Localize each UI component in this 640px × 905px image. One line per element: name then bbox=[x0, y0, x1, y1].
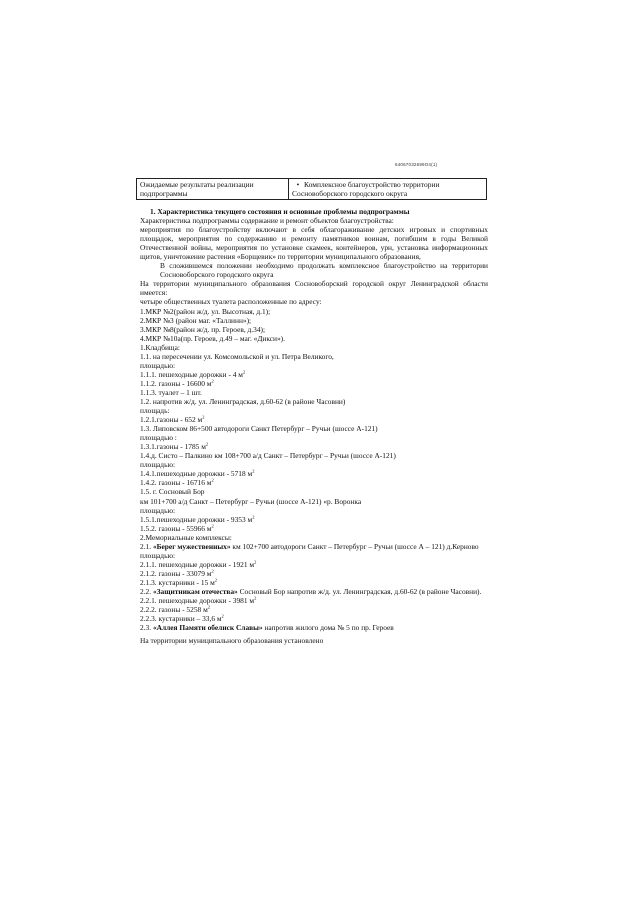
item-text: 1.1.1. пешеходные дорожки - 4 м bbox=[140, 369, 243, 379]
list-item bbox=[140, 614, 488, 623]
list-item bbox=[140, 596, 488, 605]
superscript: 2 bbox=[211, 568, 214, 574]
item-text: Сосновый Бор напротив ж/д. ул. Ленинградская, д.60-62 (в районе Часовни). bbox=[237, 586, 482, 596]
superscript: 2 bbox=[205, 441, 209, 447]
list-item bbox=[140, 560, 488, 569]
item-text: км 102+700 автодороги Санкт – Петербург – Ручьи (шоссе А – 121) д.Керново bbox=[230, 541, 479, 551]
list-item bbox=[140, 587, 488, 596]
item-text: 1.5.1.пешеходные дорожки - 9353 м bbox=[140, 514, 253, 524]
item-text: 2.1.2. газоны - 33079 м bbox=[140, 568, 212, 578]
list-item: площадью: bbox=[140, 460, 176, 470]
paragraph-line: На территории муниципального образования установлено bbox=[140, 636, 324, 646]
item-text: 2.2.1. пешеходные дорожки - 3981 м bbox=[140, 596, 255, 606]
memorial-name: «Берег мужественных» bbox=[152, 541, 231, 551]
item-text: 2.2. bbox=[140, 586, 153, 596]
list-item: 2.МКР №3 (район маг. «Таллинн»); bbox=[140, 315, 252, 325]
list-item bbox=[140, 379, 488, 388]
superscript: 2 bbox=[254, 559, 257, 565]
table-cell-value bbox=[289, 179, 487, 200]
list-item: км 101+700 а/д Санкт – Петербург – Ручьи (шоссе А-121) «р. Воронка bbox=[140, 496, 362, 506]
item-text: 2.1.3. кустарники - 15 м bbox=[140, 577, 215, 587]
goals-table bbox=[136, 178, 487, 200]
list-item bbox=[140, 442, 488, 451]
item-text: 2.2.3. кустарники – 33,6 м bbox=[140, 614, 222, 624]
list-item bbox=[140, 478, 488, 487]
list-item: 4.МКР №10а(пр. Героев, д.49 – маг. «Дикси»). bbox=[140, 333, 285, 343]
item-text: 1.4.1.пешеходные дорожки - 5718 м bbox=[140, 469, 253, 479]
item-text: 2.2.2. газоны - 5258 м bbox=[140, 605, 208, 615]
list-item bbox=[140, 623, 488, 632]
document-body bbox=[140, 207, 488, 645]
list-item: площадью : bbox=[140, 433, 177, 443]
list-item bbox=[140, 415, 488, 424]
superscript: 2 bbox=[254, 595, 257, 601]
list-item: 1.1.3. туалет – 1 шт. bbox=[140, 387, 202, 397]
list-item: 3.МКР №8(район ж/д. пр. Героев, д.34); bbox=[140, 324, 266, 334]
section-heading: 1. Характеристика текущего состояния и основные проблемы подпрограммы bbox=[150, 207, 410, 216]
paragraph-line: Характеристика подпрограммы содержание и ремонт объектов благоустройства: bbox=[140, 216, 394, 226]
list-item: площадью: bbox=[140, 550, 176, 560]
list-item: 1.МКР №2(район ж/д. ул. Высотная, д.1); bbox=[140, 306, 271, 316]
list-item: площадь: bbox=[140, 406, 170, 416]
superscript: 2 bbox=[211, 378, 214, 384]
item-text: 1.5.2. газоны - 55966 м bbox=[140, 523, 212, 533]
superscript: 2 bbox=[202, 414, 205, 420]
list-item bbox=[140, 515, 488, 524]
superscript: 2 bbox=[211, 477, 214, 483]
superscript: 2 bbox=[221, 613, 224, 619]
list-item bbox=[140, 605, 488, 614]
item-text: 1.3.1.газоны - 1785 м bbox=[140, 442, 206, 452]
list-item: площадью: bbox=[140, 505, 176, 515]
item-text: 1.1.2. газоны - 16600 м bbox=[140, 378, 212, 388]
list-item bbox=[140, 524, 488, 533]
memorial-name: «Защитникам отечества» bbox=[152, 586, 238, 596]
superscript: 2 bbox=[211, 523, 214, 529]
table-cell-label: Ожидаемые результаты реализации подпрограммы bbox=[137, 179, 289, 200]
item-text: 2.1. bbox=[140, 541, 153, 551]
page-code: 64067032699О4(1) bbox=[395, 162, 438, 167]
superscript: 2 bbox=[207, 604, 210, 610]
paragraph-line: четыре общественных туалета расположенные по адресу: bbox=[140, 297, 322, 307]
item-text: 1.2.1.газоны - 652 м bbox=[140, 415, 203, 425]
bullet-icon: • bbox=[296, 180, 300, 189]
list-heading: 1.Кладбища: bbox=[140, 342, 180, 352]
superscript: 2 bbox=[252, 468, 255, 474]
paragraph: В сложившемся положении необходимо продолжать комплексное благоустройство на территории Сосновоборского городского округа bbox=[160, 261, 488, 280]
list-item: 1.4.д. Систо – Палкино км 108+700 а/д Санкт – Петербург – Ручьи (шоссе А-121) bbox=[140, 451, 396, 461]
list-item bbox=[140, 578, 488, 587]
table-row bbox=[137, 179, 487, 200]
paragraph: мероприятия по благоустройству включают в себя облагораживание детских игровых и спортивных площадок, мероприятия по содержанию и ремонту памятников воинам, погибшим в годы Великой Отечественной войны, мероприятия по установке скамеек, контейнеров, урн, установка информационных щитов, уничтожение растения «Борщевик» по территории муниципального образования, bbox=[140, 225, 488, 262]
list-item bbox=[140, 569, 488, 578]
list-item: 1.1. на пересечении ул. Комсомольской и ул. Петра Великого, bbox=[140, 351, 334, 361]
list-item bbox=[140, 370, 488, 379]
list-heading: 2.Мемориальные комплексы: bbox=[140, 532, 232, 542]
list-item: 1.2. напротив ж/д. ул. Ленинградская, д.60-62 (в районе Часовни) bbox=[140, 396, 346, 406]
list-item bbox=[140, 542, 488, 551]
list-item: площадью: bbox=[140, 360, 176, 370]
superscript: 2 bbox=[252, 514, 255, 520]
item-text: 2.3. bbox=[140, 623, 153, 633]
list-item: 1.3. Липовском 86+500 автодороги Санкт Петербург – Ручьи (шоссе А-121) bbox=[140, 424, 378, 434]
table-cell-text: Комплексное благоустройство территории Сосновоборского городского округа bbox=[292, 180, 440, 198]
memorial-name: «Аллея Памяти обелиск Славы» bbox=[152, 623, 263, 633]
item-text: напротив жилого дома № 5 по пр. Героев bbox=[262, 623, 394, 633]
list-item: 1.5. г. Сосновый Бор bbox=[140, 487, 205, 497]
item-text: 1.4.2. газоны - 16716 м bbox=[140, 478, 212, 488]
paragraph: На территории муниципального образования Сосновоборский городской округ Ленинградской области имеется: bbox=[140, 279, 488, 298]
superscript: 2 bbox=[214, 577, 218, 583]
item-text: 2.1.1. пешеходные дорожки - 1921 м bbox=[140, 559, 255, 569]
superscript: 2 bbox=[242, 369, 246, 375]
